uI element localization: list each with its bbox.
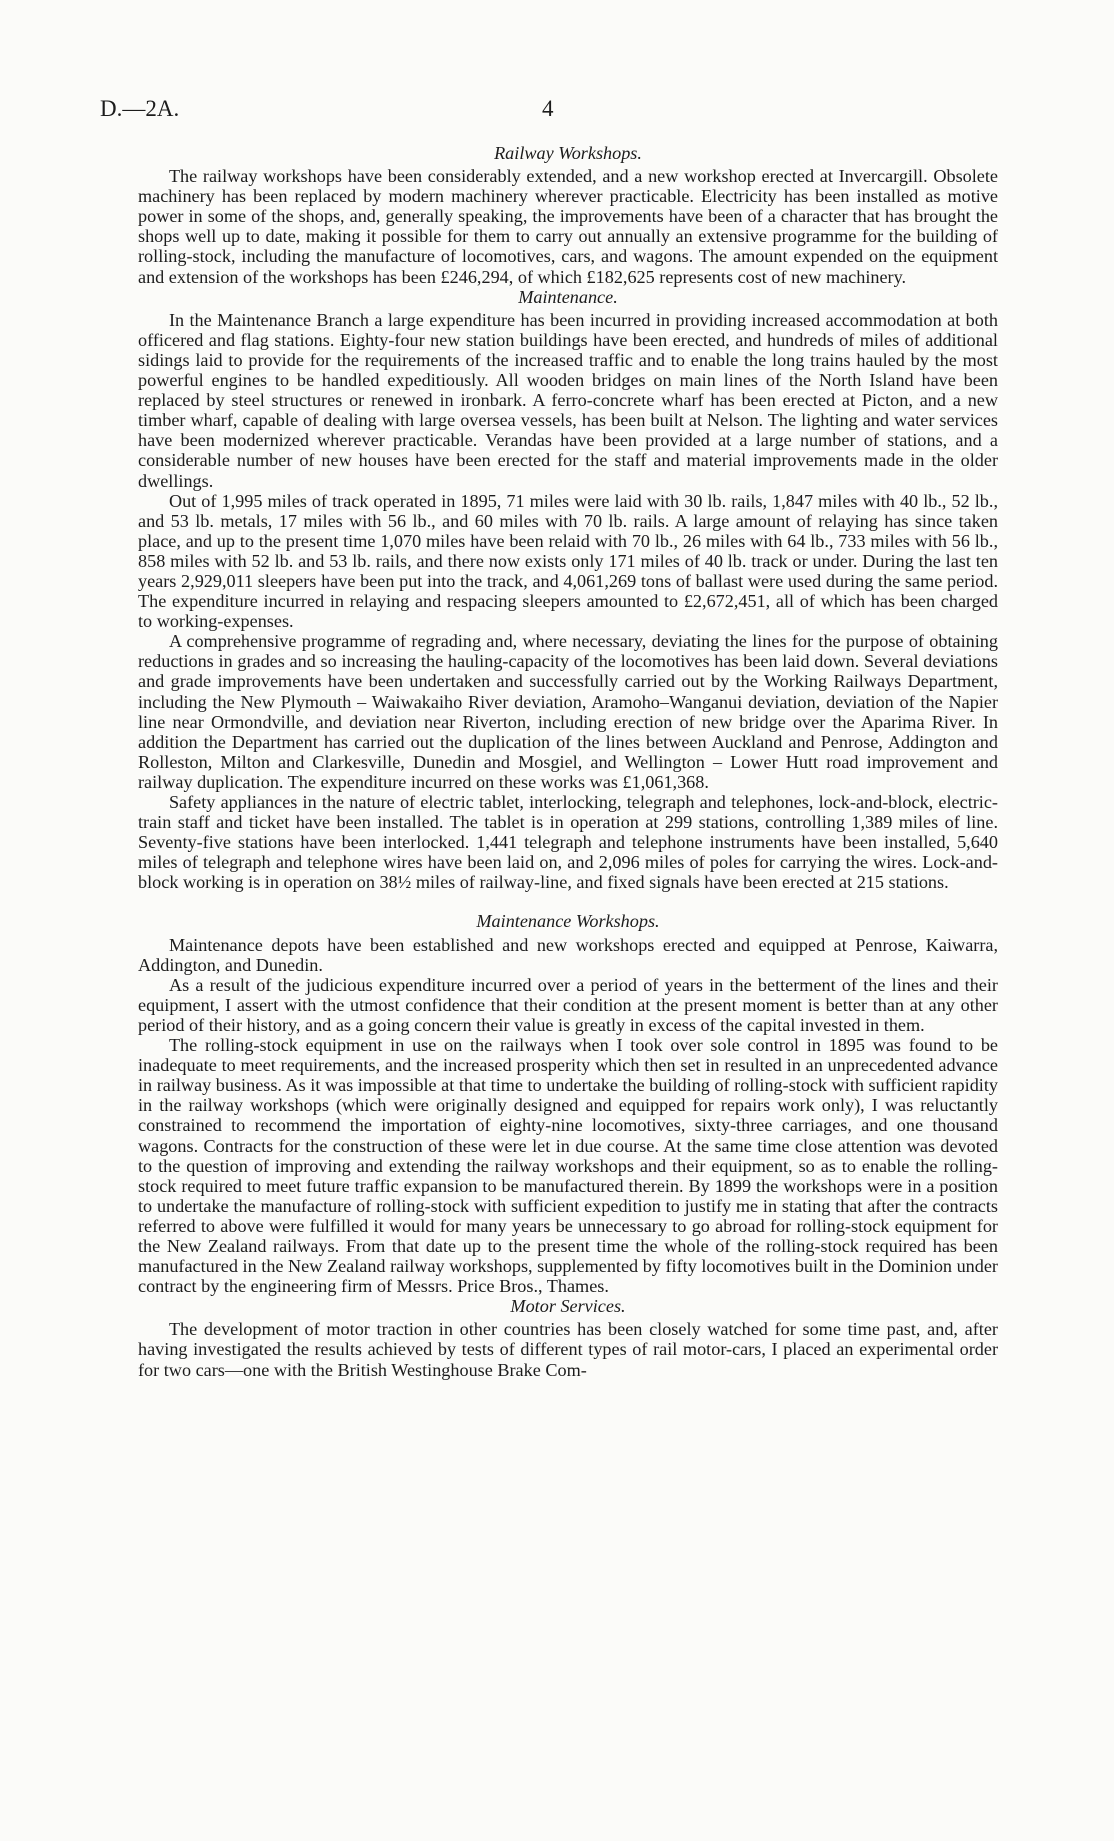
paragraph: In the Maintenance Branch a large expenditure has been incurred in providing increased accommodation at both officered and flag stations. Eighty-four new station buildings have been erected, and hundreds of miles of additional sidings laid to provide for the requirements of the increased traffic and to enable the long trains hauled by the most powerful engines to be handled expeditiously. All wooden bridges on main lines of the North Island have been replaced by steel structures or renewed in ironbark. A ferro-concrete wharf has been erected at Picton, and a new timber wharf, capable of dealing with large oversea vessels, has been built at Nelson. The lighting and water services have been modernized wherever practicable. Verandas have been provided at a large number of stations, and a considerable number of new houses have been erected for the staff and material improvements made in the older dwellings. (138, 309, 998, 491)
paragraph: Maintenance depots have been established and new workshops erected and equipped at Penrose, Kaiwarra, Addington, and Dunedin. (138, 934, 998, 975)
page-number: 4 (542, 96, 554, 121)
section-heading-maintenance: Maintenance. (518, 286, 618, 307)
paragraph: Safety appliances in the nature of electric tablet, interlocking, telegraph and telephones, lock-and-block, electric-train staff and ticket have been installed. The tablet is in operation at 299 stations, controlling 1,389 miles of line. Seventy-five stations have been interlocked. 1,441 telegraph and telephone instruments have been installed, 5,640 miles of telegraph and telephone wires have been laid on, and 2,096 miles of poles for carrying the wires. Lock-and-block working is in operation on 38½ miles of railway-line, and fixed signals have been erected at 215 stations. (138, 792, 998, 893)
paragraph: The railway workshops have been considerably extended, and a new workshop erected at Invercargill. Obsolete machinery has been replaced by modern machinery wherever practicable. Electricity has been installed as motive power in some of the shops, and, generally speaking, the improvements have been of a character that has brought the shops well up to date, making it possible for them to carry out annually an extensive programme for the building of rolling-stock, including the manufacture of locomotives, cars, and wagons. The amount expended on the equipment and extension of the workshops has been £246,294, of which £182,625 represents cost of new machinery. (138, 166, 998, 287)
paragraph: As a result of the judicious expenditure incurred over a period of years in the betterment of the lines and their equipment, I assert with the utmost confidence that their condition at the present moment is better than at any other period of their history, and as a going concern their value is greatly in excess of the capital invested in them. (138, 974, 998, 1035)
section-heading-motor-services: Motor Services. (510, 1296, 626, 1317)
paragraph: The rolling-stock equipment in use on the railways when I took over sole control in 1895 was found to be inadequate to meet requirements, and the increased prosperity which then set in resulted in an unprecedented advance in railway business. As it was impossible at that time to undertake the building of rolling-stock with sufficient rapidity in the railway workshops (which were originally designed and equipped for repairs work only), I was reluctantly constrained to recommend the importation of eighty-nine locomotives, sixty-three carriages, and one thousand wagons. Contracts for the construction of these were let in due course. At the same time close attention was devoted to the question of improving and extending the railway workshops and their equipment, so as to enable the rolling-stock required to meet future traffic expansion to be manufactured therein. By 1899 the workshops were in a position to undertake the manufacture of rolling-stock with sufficient expedition to justify me in stating that after the contracts referred to above were fulfilled it would for many years be unnecessary to go abroad for rolling-stock equipment for the New Zealand railways. From that date up to the present time the whole of the rolling-stock required has been manufactured in the New Zealand railway workshops, supplemented by fifty locomotives built in the Dominion under contract by the engineering firm of Messrs. Price Bros., Thames. (138, 1035, 998, 1297)
paragraph: The development of motor traction in other countries has been closely watched for some time past, and, after having investigated the results achieved by tests of different types of rail motor-cars, I placed an experimental order for two cars—one with the British Westinghouse Brake Com- (138, 1319, 998, 1380)
page-header (100, 96, 1020, 126)
paragraph: Out of 1,995 miles of track operated in 1895, 71 miles were laid with 30 lb. rails, 1,847 miles with 40 lb., 52 lb., and 53 lb. metals, 17 miles with 56 lb., and 60 miles with 70 lb. rails. A large amount of relaying has since taken place, and up to the present time 1,070 miles have been relaid with 70 lb., 26 miles with 64 lb., 733 miles with 56 lb., 858 miles with 52 lb. and 53 lb. rails, and there now exists only 171 miles of 40 lb. track or under. During the last ten years 2,929,011 sleepers have been put into the track, and 4,061,269 tons of ballast were used during the same period. The expenditure incurred in relaying and respacing sleepers amounted to £2,672,451, all of which has been charged to working-expenses. (138, 490, 998, 632)
section-heading-maintenance-workshops: Maintenance Workshops. (476, 911, 660, 932)
page-body (138, 143, 998, 1380)
section-heading-railway-workshops: Railway Workshops. (494, 143, 642, 163)
paragraph: A comprehensive programme of regrading and, where necessary, deviating the lines for the purpose of obtaining reductions in grades and so increasing the hauling-capacity of the locomotives has been laid down. Several deviations and grade improvements have been undertaken and successfully carried out by the Working Railways Department, including the New Plymouth – Waiwakaiho River deviation, Aramoho–Wanganui deviation, deviation of the Napier line near Ormondville, and deviation near Riverton, including erection of new bridge over the Aparima River. In addition the Department has carried out the duplication of the lines between Auckland and Penrose, Addington and Rolleston, Milton and Clarkesville, Dunedin and Mosgiel, and Wellington – Lower Hutt road improvement and railway duplication. The expenditure incurred on these works was £1,061,368. (138, 631, 998, 792)
document-reference: D.—2A. (100, 96, 180, 121)
